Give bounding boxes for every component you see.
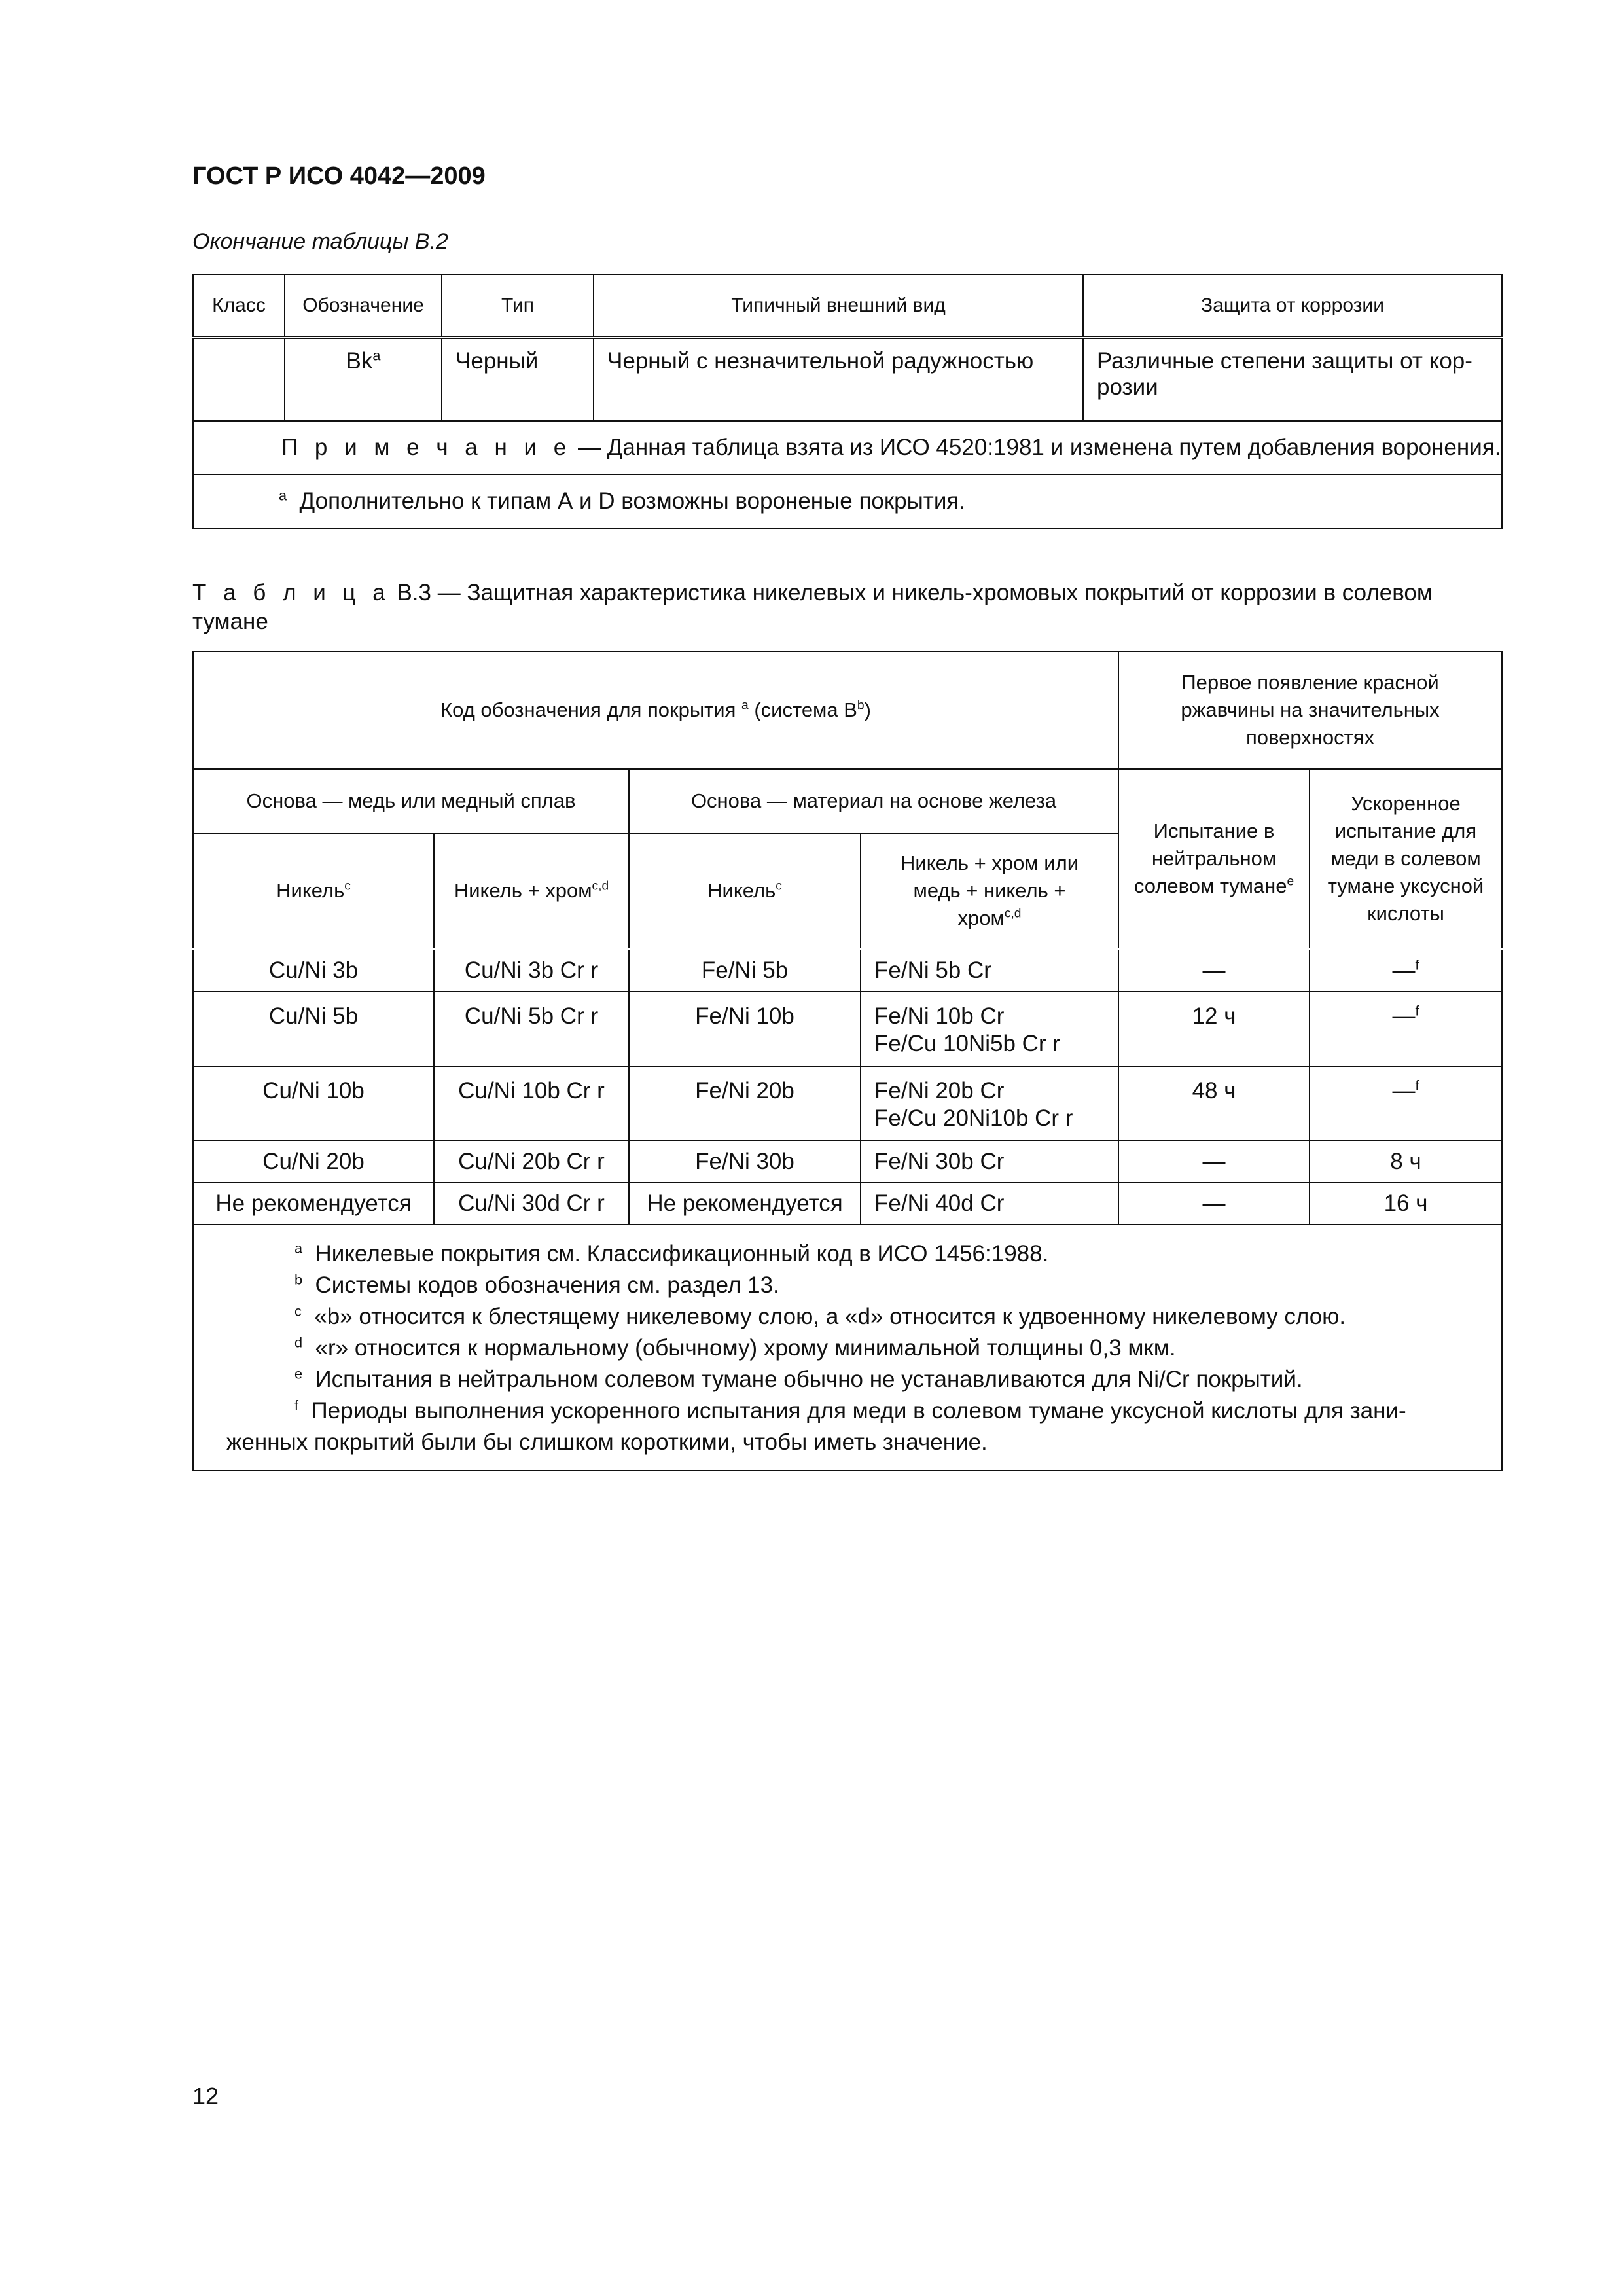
cell-cu-ni-cr: Cu/Ni 30d Cr r	[434, 1183, 629, 1225]
table-row	[193, 949, 1502, 992]
footnote: $^e$ Испытания в нейтральном солевом тумане обычно не устанавливаются для Ni/Cr покрытий.	[294, 1365, 1303, 1392]
cell-appearance: Черный с незначительной радужностью	[594, 338, 1083, 421]
header-nickel-chrome-copper: Никель + хром или медь + никель + хром$^{c,d}$	[861, 833, 1118, 949]
footnote: $^a$ Никелевые покрытия см. Классификационный код в ИСО 1456:1988.	[294, 1240, 1049, 1266]
table-footnotes	[193, 1225, 1502, 1471]
cell-cu-ni-cr: Cu/Ni 3b Cr r	[434, 949, 629, 992]
cell-cu-ni: Cu/Ni 5b	[193, 992, 434, 1066]
table-b2-caption: Окончание таблицы В.2	[192, 229, 448, 254]
cell-cu-ni: Cu/Ni 20b	[193, 1141, 434, 1183]
table-row	[193, 992, 1502, 1066]
table-b3-caption	[192, 579, 1501, 636]
cell-fe-ni: Fe/Ni 20b	[629, 1066, 861, 1141]
table-b3	[192, 651, 1503, 1471]
cell-neutral: 48 ч	[1118, 1066, 1310, 1141]
cell-fe-ni-cr: Fe/Ni 30b Cr	[861, 1141, 1118, 1183]
column-header-class: Класс	[193, 274, 285, 338]
table-footnotes-row	[193, 1225, 1502, 1471]
header-accelerated-test: Ускоренное испытание для меди в солевом тумане уксусной кислоты	[1310, 769, 1502, 949]
table-note	[193, 421, 1502, 475]
footnote: $^c$ «b» относится к блестящему никелевому слою, а «d» относится к удвоенному никелевому слою.	[294, 1302, 1346, 1329]
table-row	[193, 1066, 1502, 1141]
caption-label: Т а б л и ц а	[192, 580, 391, 605]
table-b3-header-row	[193, 769, 1502, 833]
cell-accelerated: —$^f$	[1310, 992, 1502, 1066]
cell-neutral: —	[1118, 949, 1310, 992]
cell-neutral: 12 ч	[1118, 992, 1310, 1066]
cell-fe-ni: Fe/Ni 5b	[629, 949, 861, 992]
cell-fe-ni: Fe/Ni 30b	[629, 1141, 861, 1183]
footnote-mark: a	[372, 347, 381, 364]
cell-fe-ni: Не рекомендуется	[629, 1183, 861, 1225]
cell-cu-ni-cr: Cu/Ni 20b Cr r	[434, 1141, 629, 1183]
footnote: $^b$ Системы кодов обозначения см. раздел 13.	[294, 1271, 779, 1298]
table-row	[193, 1183, 1502, 1225]
cell-accelerated: —$^f$	[1310, 1066, 1502, 1141]
footnote: $^f$ Периоды выполнения ускоренного испытания для меди в солевом тумане уксусной кислоты для зани-	[294, 1397, 1406, 1424]
cell-type: Черный	[442, 338, 594, 421]
cell-cu-ni-cr: Cu/Ni 5b Cr r	[434, 992, 629, 1066]
table-row	[193, 1141, 1502, 1183]
cell-accelerated: 8 ч	[1310, 1141, 1502, 1183]
note-text: — Данная таблица взята из ИСО 4520:1981 и изменена путем добавления воронения.	[571, 435, 1501, 460]
header-nickel-iron: Никель$^c$	[629, 833, 861, 949]
designation-value: Bk	[346, 348, 373, 374]
header-code-designation: Код обозначения для покрытия $^a$ (система $В^b$)	[193, 651, 1118, 769]
cell-fe-ni-cr: Fe/Ni 40d Cr	[861, 1183, 1118, 1225]
table-footnote-row	[193, 475, 1502, 528]
cell-cu-ni: Cu/Ni 10b	[193, 1066, 434, 1141]
column-header-appearance: Типичный внешний вид	[594, 274, 1083, 338]
cell-fe-ni-cr: Fe/Ni 20b Cr Fe/Cu 20Ni10b Cr r	[861, 1066, 1118, 1141]
cell-cu-ni: Cu/Ni 3b	[193, 949, 434, 992]
table-note-row	[193, 421, 1502, 475]
header-nickel: Никель$^c$	[193, 833, 434, 949]
header-neutral-test: Испытание в нейтральном солевом тумане$^е$	[1118, 769, 1310, 949]
table-row	[193, 338, 1502, 421]
table-b2-header-row	[193, 274, 1502, 338]
header-base-iron: Основа — материал на основе железа	[629, 769, 1118, 833]
cell-designation	[285, 338, 442, 421]
footnote-text: Дополнительно к типам А и D возможны вороненые покрытия.	[299, 488, 966, 514]
cell-class	[193, 338, 285, 421]
cell-neutral: —	[1118, 1141, 1310, 1183]
cell-cu-ni: Не рекомендуется	[193, 1183, 434, 1225]
column-header-protection: Защита от коррозии	[1083, 274, 1502, 338]
header-first-rust: Первое появление красной ржавчины на значительных поверхностях	[1118, 651, 1502, 769]
header-base-copper: Основа — медь или медный сплав	[193, 769, 629, 833]
footnote-continuation: женных покрытий были бы слишком короткими, чтобы иметь значение.	[226, 1429, 988, 1455]
cell-neutral: —	[1118, 1183, 1310, 1225]
page-number: 12	[192, 2083, 219, 2109]
caption-text: В.3 — Защитная характеристика никелевых и никель-хромовых покрытий от коррозии в солевом тумане	[192, 580, 1433, 634]
cell-accelerated: —$^f$	[1310, 949, 1502, 992]
cell-cu-ni-cr: Cu/Ni 10b Cr r	[434, 1066, 629, 1141]
cell-accelerated: 16 ч	[1310, 1183, 1502, 1225]
column-header-designation: Обозначение	[285, 274, 442, 338]
table-b2	[192, 274, 1503, 529]
footnote-mark: a	[279, 487, 287, 504]
table-footnote	[193, 475, 1502, 528]
footnote: $^d$ «r» относится к нормальному (обычному) хрому минимальной толщины 0,3 мкм.	[294, 1334, 1176, 1361]
document-header: ГОСТ Р ИСО 4042—2009	[192, 162, 486, 190]
cell-fe-ni: Fe/Ni 10b	[629, 992, 861, 1066]
note-label: П р и м е ч а н и е	[281, 435, 572, 460]
cell-fe-ni-cr: Fe/Ni 5b Cr	[861, 949, 1118, 992]
table-b3-header-row	[193, 651, 1502, 769]
cell-protection: Различные степени защиты от кор-розии	[1083, 338, 1502, 421]
column-header-type: Тип	[442, 274, 594, 338]
cell-fe-ni-cr: Fe/Ni 10b Cr Fe/Cu 10Ni5b Cr r	[861, 992, 1118, 1066]
header-nickel-chrome: Никель + хром$^{c,d}$	[434, 833, 629, 949]
